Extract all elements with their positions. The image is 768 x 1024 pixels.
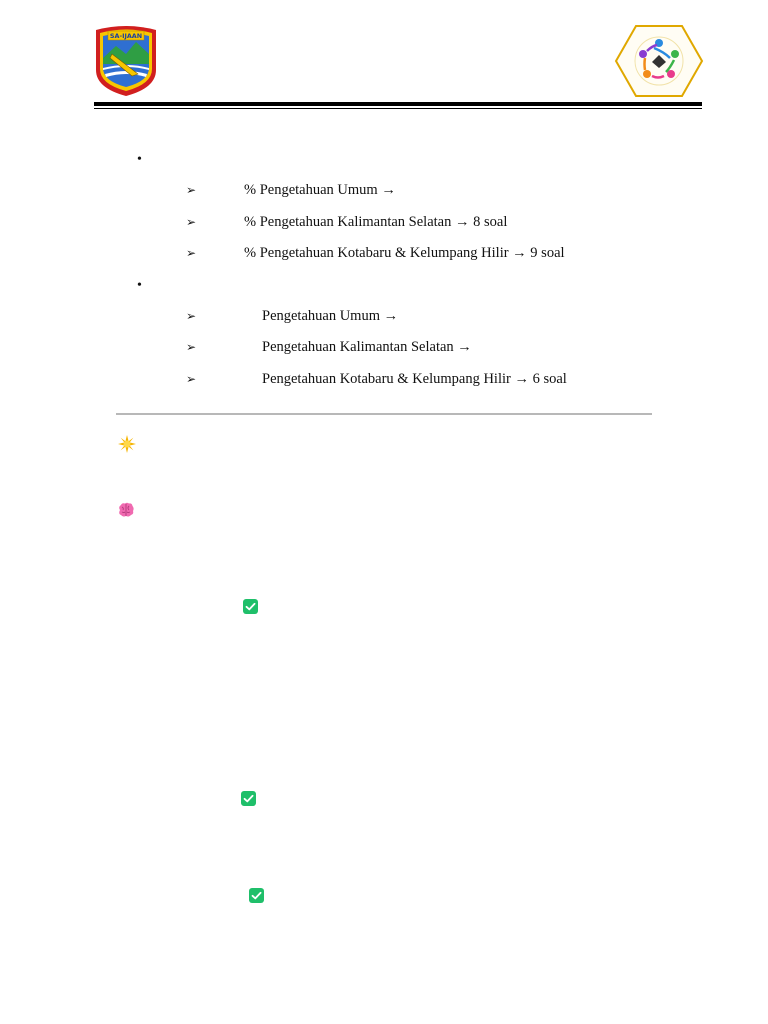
list-item-text: Pengetahuan Kotabaru & Kelumpang Hilir → 6 soal xyxy=(262,371,567,387)
brain-icon xyxy=(117,501,135,519)
list-item-text: Pengetahuan Umum → xyxy=(262,308,399,324)
check-box-icon xyxy=(249,888,264,903)
sparkle-icon xyxy=(118,435,136,453)
arrowhead-bullet-icon: ➢ xyxy=(186,246,197,260)
check-box-icon xyxy=(243,599,258,614)
list-item-text: % Pengetahuan Umum → xyxy=(244,182,396,198)
header-rule-thick xyxy=(94,102,702,106)
section-1-bullet: • xyxy=(137,152,142,167)
header-rule-thin xyxy=(94,108,702,109)
arrowhead-bullet-icon: ➢ xyxy=(186,215,197,229)
check-box-icon xyxy=(241,791,256,806)
organization-hexagon-logo-icon xyxy=(614,24,704,98)
list-item-text: % Pengetahuan Kalimantan Selatan → 8 soal xyxy=(244,214,508,230)
arrowhead-bullet-icon: ➢ xyxy=(186,183,197,197)
emblem-motto: SA-IJAAN xyxy=(109,32,143,41)
arrowhead-bullet-icon: ➢ xyxy=(186,340,197,354)
list-item-text: Pengetahuan Kalimantan Selatan → xyxy=(262,339,472,355)
kotabaru-regency-emblem-icon xyxy=(92,24,160,98)
list-item-text: % Pengetahuan Kotabaru & Kelumpang Hilir → 9 soal xyxy=(244,245,565,261)
section-2-bullet: • xyxy=(137,278,142,293)
arrowhead-bullet-icon: ➢ xyxy=(186,309,197,323)
arrowhead-bullet-icon: ➢ xyxy=(186,372,197,386)
section-divider xyxy=(116,413,652,415)
